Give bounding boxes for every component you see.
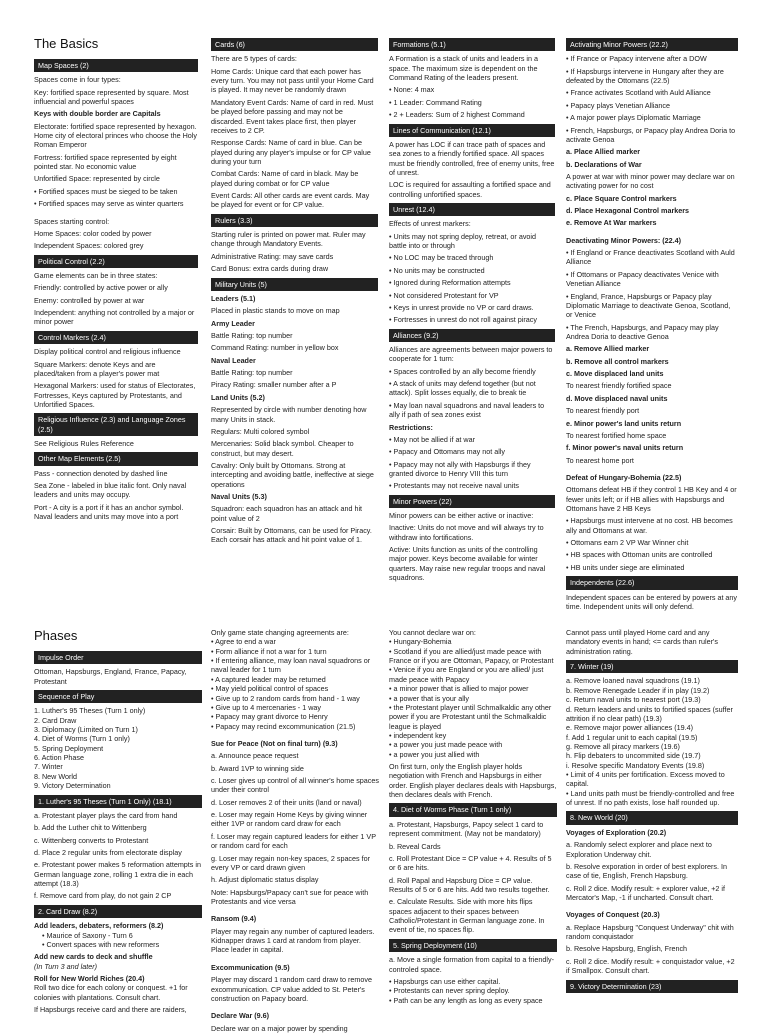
hungary-line: • Hapsburgs must intervene at no cost. HB becomes ally and Ottomans at war.: [566, 516, 733, 535]
luther-line: b. Add the Luther chit to Wittenberg: [34, 823, 147, 833]
sue-for-peace-section: [211, 751, 380, 906]
rulers-header: Rulers (3.3): [211, 214, 378, 227]
hungary-line: Ottomans defeat HB if they control 1 HB Key and 4 or fewer units left; or if HB allies with Hapsburgs and Ottomans have 2 HB Keys: [566, 485, 737, 514]
carddraw-line: Add new cards to deck and shuffle: [34, 952, 153, 962]
military-line: Battle Rating: top number: [211, 368, 293, 378]
agreement-line: • If entering alliance, may loan naval squadrons or naval leader for 1 turn: [211, 656, 371, 675]
diet-of-worms-column: [389, 628, 557, 1024]
impulse-order-header: Impulse Order: [34, 651, 202, 664]
basics-column: [34, 36, 198, 566]
unrest-line: • Fortresses in unrest do not roll against piracy: [389, 315, 537, 325]
cards-line: Home Cards: Unique card that each power has every turn. You may not pass until your Home Card is played. It may never be randomly drawn: [211, 66, 374, 95]
peace-line: d. Loser removes 2 of their units (land or naval): [211, 797, 362, 807]
spring-deployment-section: [389, 955, 557, 1005]
rulers-line: Card Bonus: extra cards during draw: [211, 264, 329, 274]
peace-line: g. Loser may regain non-key spaces, 2 spaces for every VP or card drawn given: [211, 853, 371, 872]
activating-line: b. Declarations of War: [566, 159, 642, 169]
cards-section: [211, 54, 378, 209]
deactivating-line: d. Move displaced naval units: [566, 393, 668, 403]
military-line: Land Units (5.2): [211, 392, 265, 402]
political-line: Independent: anything not controlled by a major or minor power: [34, 308, 195, 327]
political-line: Friendly: controlled by active power or ally: [34, 283, 168, 293]
victory-determination-header: 9. Victory Determination (23): [566, 980, 738, 993]
map-spaces-line: • Fortified spaces may serve as winter quarters: [34, 199, 184, 209]
cannot-line: • a power you just made peace with: [389, 740, 503, 750]
control-markers-header: Control Markers (2.4): [34, 331, 198, 344]
alliances-section: [389, 345, 555, 491]
cannot-pass-line: Cannot pass until played Home card and any mandatory events in hand; <= cards than ruler's administration rating.: [566, 628, 718, 656]
loc-line: A power has LOC if can trace path of spaces and sea zones to a friendly fortified space. All spaces must be friendly controlled, free of enemy units, free of unrest.: [389, 139, 555, 177]
sequence-item: 3. Diplomacy (Limited on Turn 1): [34, 725, 138, 735]
agreement-line: • May yield political control of spaces: [211, 684, 329, 694]
hungary-line: • Ottomans earn 2 VP War Winner chit: [566, 538, 689, 548]
independents-line: Independent spaces can be entered by powers at any time. Independent units will only defend.: [566, 592, 738, 611]
winter-line: e. Remove major power alliances (19.4): [566, 723, 694, 733]
activating-line: c. Place Square Control markers: [566, 193, 677, 203]
military-line: Corsair: Built by Ottomans, can be used for Piracy. Each corsair has attack and hit point value of 1.: [211, 526, 372, 545]
alliances-line: • Spaces controlled by an ally become friendly: [389, 366, 536, 376]
peace-line: f. Loser may regain captured leaders for either 1 VP or random card for each: [211, 831, 376, 851]
rulers-line: Starting ruler is printed on power mat. Ruler may change through Mandatory Events.: [211, 230, 366, 249]
declare-war-title: Declare War (9.6): [211, 1011, 270, 1021]
loc-header: Lines of Communication (12.1): [389, 124, 555, 137]
spring-line: a. Move a single formation from capital to a friendly-controled space.: [389, 955, 554, 974]
luther-line: f. Remove card from play, do not gain 2 CP: [34, 891, 172, 901]
map-spaces-line: • Fortified spaces must be sieged to be taken: [34, 186, 178, 196]
hungary-title: Defeat of Hungary-Bohemia (22.5): [566, 472, 682, 482]
hungary-line: • HB units under siege are eliminated: [566, 562, 685, 572]
cannot-line: You cannot declare war on:: [389, 628, 476, 637]
deactivating-line: b. Remove all control markers: [566, 356, 669, 366]
diet-line: b. Reveal Cards: [389, 841, 441, 851]
conquest-section: [566, 923, 738, 976]
diet-of-worms-section: [389, 820, 557, 935]
cannot-line: On first turn, only the English player holds negotiation with French and Hapsburgs in either order. English player declares deals with Hapsburgs, then declares deals with French.: [389, 762, 557, 800]
formations-line: • None: 4 max: [389, 85, 435, 95]
alliances-line: Restrictions:: [389, 422, 433, 432]
minor-line: Inactive: Units do not move and will always try to withdraw into fortifications.: [389, 523, 544, 542]
luther-line: a. Protestant player plays the card from hand: [34, 810, 178, 820]
rulers-line: Administrative Rating: may save cards: [211, 251, 334, 261]
deactivating-line: c. Move displaced land units: [566, 369, 664, 379]
winter-line: h. Flip debaters to uncommited side (19.7): [566, 751, 701, 761]
hungary-line: • HB spaces with Ottoman units are controlled: [566, 550, 713, 560]
military-line: Command Rating: number in yellow box: [211, 343, 339, 353]
conquest-line: a. Replace Hapsburg "Conquest Underway" chit with random conquistador: [566, 922, 734, 942]
military-line: Piracy Rating: smaller number after a P: [211, 380, 337, 390]
activating-header: Activating Minor Powers (22.2): [566, 38, 738, 51]
deactivating-title: Deactivating Minor Powers: (22.4): [566, 235, 682, 245]
spring-line: • Protestants can never spring deploy.: [389, 986, 510, 996]
minor-line: Active: Units function as units of the controlling major power. Keys become available for winter quarters. May raise new regular troops and naval squadrons.: [389, 545, 546, 583]
deactivating-line: To nearest friendly port: [566, 406, 640, 416]
carddraw-line: • Convert spaces with new reformers: [42, 939, 160, 949]
political-control-section: [34, 271, 198, 327]
minor-powers-header: Minor Powers (22): [389, 495, 555, 508]
luther-line: c. Wittenberg converts to Protestant: [34, 835, 149, 845]
exploration-line: b. Resolve exporation in order of best explorers. In case of tie, English, French Hapsburg.: [566, 861, 728, 881]
deactivating-line: e. Minor power's land units return: [566, 418, 682, 428]
map-spaces-line: Keys with double border are Capitals: [34, 109, 161, 119]
winter-line: • Limit of 4 units per fortification. Excess moved to capital.: [566, 770, 725, 789]
excommunication-title: Excommunication (9.5): [211, 962, 290, 972]
deactivating-line: • England, France, Hapsburgs or Papacy play Diplomatic Marriage to deactivate Genoa, Scotland, or Venice: [566, 291, 731, 320]
winter-line: a. Remove loaned naval squadrons (19.1): [566, 676, 700, 686]
conquest-title: Voyages of Conquest (20.3): [566, 910, 660, 920]
declare-war-line: Declare war on a major power by spending: [211, 1023, 348, 1033]
spring-line: • Path can be any length as long as every space: [389, 995, 543, 1005]
map-spaces-line: Key: fortified space represented by square. Most influencial and powerful spaces: [34, 87, 189, 106]
diet-of-worms-header: 4. Diet of Worms Phase (Turn 1 only): [389, 803, 557, 816]
activating-line: • Papacy plays Venetian Alliance: [566, 100, 671, 110]
map-spaces-line: Independent Spaces: colored grey: [34, 241, 144, 251]
diplomacy-column: [211, 628, 380, 1033]
map-spaces-line: Electorate: fortified space represented by hexagon. Home city of electoral princes who choose the Holy Roman Emperor: [34, 121, 197, 150]
alliances-line: • May not be allied if at war: [389, 434, 476, 444]
sequence-header: Sequence of Play: [34, 690, 202, 703]
cannot-line: • a minor power that is allied to major power: [389, 684, 529, 694]
control-markers-line: Display political control and religious influence: [34, 347, 181, 357]
agreements-section: [211, 628, 380, 731]
sequence-item: 7. Winter: [34, 762, 63, 772]
phases-title: Phases: [34, 628, 78, 643]
military-units-header: Military Units (5): [211, 278, 378, 291]
sequence-item: 4. Diet of Worms (Turn 1 only): [34, 734, 130, 744]
winter-line: f. Add 1 regular unit to each capital (19.5): [566, 732, 698, 742]
winter-column: [566, 628, 738, 1024]
cards-column: [211, 34, 378, 566]
minor-powers-column: [566, 34, 738, 611]
military-line: Represented by circle with number denoting how many Units in stack.: [211, 405, 367, 424]
military-units-section: [211, 294, 378, 545]
card-draw-section: [34, 921, 202, 1014]
winter-line: c. Return naval units to nearest port (19.3): [566, 695, 701, 705]
peace-line: h. Adjust diplomatic status display: [211, 875, 319, 885]
military-line: Battle Rating: top number: [211, 330, 293, 340]
sequence-item: 5. Spring Deployment: [34, 743, 104, 753]
winter-header: 7. Winter (19): [566, 660, 738, 673]
peace-line: Note: Hapsburgs/Papacy can't sue for peace with Protestants and vice versa: [211, 887, 369, 906]
agreement-line: • Give up to 4 mercenaries - 1 way: [211, 702, 321, 712]
political-control-header: Political Control (2.2): [34, 255, 198, 268]
exploration-section: [566, 840, 738, 902]
military-line: Squadron: each squadron has an attack and hit point value of 2: [211, 504, 363, 523]
peace-line: b. Award 1VP to winning side: [211, 763, 304, 773]
peace-line: a. Announce peace request: [211, 751, 299, 761]
alliances-line: • A stack of units may defend together (but not attack). Split losses equally, die to break tie: [389, 379, 536, 398]
formations-line: A Formation is a stack of units and leaders in a space. The maximum size is dependent on the Command Rating of the leaders present.: [389, 54, 539, 83]
cards-line: Mandatory Event Cards: Name of card in red. Must be played before passing and may not be discarded. Event takes place first, then player receives to 2 CP.: [211, 97, 374, 135]
activating-line: d. Place Hexagonal Control markers: [566, 206, 690, 216]
exploration-title: Voyages of Exploration (20.2): [566, 827, 667, 837]
agreement-line: • Papacy may recind excommunication (21.5): [211, 721, 356, 731]
activating-line: • If France or Papacy intervene after a DOW: [566, 54, 707, 64]
other-map-elements-section: [34, 469, 198, 522]
impulse-line: Ottoman, Hapsburgs, England, France, Papacy, Protestant: [34, 667, 187, 686]
peace-line: e. Loser may regain Home Keys by giving winner either 1VP or random card draw for each: [211, 810, 368, 829]
military-line: Leaders (5.1): [211, 293, 256, 303]
luther-section: [34, 811, 202, 901]
deactivating-line: • The French, Hapsburgs, and Papacy may play Andrea Doria to deactive Genoa: [566, 322, 719, 341]
deactivating-section: [566, 248, 738, 465]
map-spaces-header: Map Spaces (2): [34, 59, 198, 72]
other-line: Sea Zone - labeled in blue italic font. Only naval leaders and units may occupy.: [34, 481, 187, 500]
phases-column: [34, 628, 202, 1024]
minor-powers-section: [389, 511, 555, 583]
military-line: Naval Leader: [211, 355, 256, 365]
unrest-line: • Units may not spring deploy, retreat, or avoid battle into or through: [389, 231, 536, 251]
unrest-section: [389, 219, 555, 324]
unrest-line: Effects of unrest markers:: [389, 219, 471, 229]
carddraw-line: Roll two dice for each colony or conquest. +1 for colonies with plantations. Consult chart.: [34, 983, 188, 1002]
religious-influence-header: Religious Influence (2.3) and Language Zones (2.5): [34, 413, 198, 436]
page-title: The Basics: [34, 36, 99, 51]
military-line: Placed in plastic stands to move on map: [211, 306, 340, 316]
map-spaces-line: Spaces come in four types:: [34, 75, 121, 85]
luther-line: e. Protestant power makes 5 reformation attempts in German language zone, rolling 1 extra die in each attempt (18.3): [34, 860, 201, 889]
control-markers-line: Square Markers: denote Keys and are placed/taken from a player's power mat: [34, 359, 160, 378]
carddraw-line: Add leaders, debaters, reformers (8.2): [34, 921, 164, 931]
hungary-section: [566, 485, 738, 572]
unrest-line: • Ignored during Reformation attempts: [389, 278, 511, 288]
independents-header: Independents (22.6): [566, 576, 738, 589]
activating-line: A power at war with minor power may declare war on activating power for no cost: [566, 171, 735, 191]
deactivating-line: a. Remove Allied marker: [566, 344, 650, 354]
deactivating-line: To nearest friendly fortified space: [566, 381, 672, 391]
agreement-line: Only game state changing agreements are:: [211, 628, 349, 637]
map-spaces-section: [34, 75, 198, 250]
military-line: Regulars: Multi colored symbol: [211, 426, 310, 436]
card-draw-header: 2. Card Draw (8.2): [34, 905, 202, 918]
unrest-header: Unrest (12.4): [389, 203, 555, 216]
winter-section: [566, 676, 738, 807]
luther-header: 1. Luther's 95 Theses (Turn 1 Only) (18.1): [34, 795, 202, 808]
activating-line: • A major power plays Diplomatic Marriage: [566, 113, 701, 123]
alliances-line: Alliances are agreements between major powers to cooperate for 1 turn:: [389, 344, 553, 364]
activating-line: • French, Hapsburgs, or Papacy play Andrea Doria to activate Genoa: [566, 125, 736, 144]
winter-line: • Land units path must be friendly-controlled and free of unrest. If no path exists, lose half rounded up.: [566, 788, 735, 808]
deactivating-line: f. Minor power's naval units return: [566, 443, 684, 453]
sequence-item: 6. Action Phase: [34, 753, 84, 763]
formations-column: [389, 34, 555, 583]
agreement-line: • Give up to 2 random cards from hand - 1 way: [211, 693, 360, 703]
agreement-line: • Agree to end a war: [211, 637, 276, 647]
other-line: Port - A city is a port if it has an anchor symbol. Naval leaders and units may move into a port: [34, 502, 184, 522]
cards-header: Cards (6): [211, 38, 378, 51]
cannot-line: • the Protestant player until Schmalkaldic any other power if you are Protestant until the Schmalkaldic league is played: [389, 702, 552, 731]
military-line: Army Leader: [211, 318, 255, 328]
alliances-line: • Papacy may not ally with Hapsburgs if they granted divorce to Henry VIII this turn: [389, 459, 531, 478]
rulers-section: [211, 230, 378, 273]
ransom-line: Player may regain any number of captured leaders. Kidnapper draws 1 card at random from player. Place leader in capital.: [211, 926, 375, 955]
agreement-line: • A captured leader may be returned: [211, 674, 326, 684]
map-spaces-line: Spaces starting control:: [34, 216, 110, 226]
loc-line: LOC is required for assaulting a fortified space and controlling unfortified spaces.: [389, 180, 551, 199]
conquest-line: c. Roll 2 dice. Modify result: + conquistador value, +2 if Smallpox. Consult chart.: [566, 956, 735, 976]
peace-line: c. Loser gives up control of all winner's home spaces under their control: [211, 776, 379, 795]
exploration-line: a. Randomly select explorer and place next to Exploration Underway chit.: [566, 840, 712, 859]
unrest-line: • Keys in unrest provide no VP or card draws.: [389, 302, 534, 312]
deactivating-line: • If Ottomans or Papacy deactivates Venice with Venetian Alliance: [566, 269, 719, 289]
winter-line: b. Remove Renegade Leader if in play (19.2): [566, 685, 710, 695]
sequence-item: 9. Victory Determination: [34, 781, 111, 791]
cannot-declare-section: [389, 628, 557, 799]
winter-line: d. Return leaders and units to fortified spaces (suffer attrition if no clear path) (19.3): [566, 704, 733, 723]
cannot-line: • independent key: [389, 730, 447, 740]
carddraw-line: Roll for New World Riches (20.4): [34, 973, 145, 983]
activating-line: • France activates Scotland with Auld Alliance: [566, 88, 711, 98]
sequence-item: 8. New World: [34, 771, 78, 781]
unrest-line: • No LOC may be traced through: [389, 253, 494, 263]
alliances-header: Alliances (9.2): [389, 329, 555, 342]
sue-for-peace-title: Sue for Peace (Not on final turn) (9.3): [211, 738, 338, 748]
political-line: Enemy: controlled by power at war: [34, 295, 145, 305]
cannot-line: • Venice if you are England or you are allied/ just made peace with Papacy: [389, 665, 544, 684]
alliances-line: • Protestants may not receive naval units: [389, 481, 519, 491]
unrest-line: • Not considered Protestant for VP: [389, 290, 499, 300]
carddraw-line: If Hapsburgs receive card and there are raiders,: [34, 1005, 187, 1015]
political-line: Game elements can be in three states:: [34, 271, 158, 280]
activating-section: [566, 54, 738, 227]
ransom-title: Ransom (9.4): [211, 914, 257, 924]
conquest-line: b. Resolve Hapsburg, English, French: [566, 944, 688, 954]
cannot-line: • Hungary-Bohemia: [389, 637, 452, 647]
map-spaces-line: Unfortified Space: represented by circle: [34, 174, 160, 184]
excommunication-line: Player may discard 1 random card draw to remove excommunication. CP value added to St. Peter's construction on Papacy board.: [211, 975, 372, 1003]
agreement-line: • Papacy may grant divorce to Henry: [211, 712, 328, 722]
military-line: Cavalry: Only built by Ottomans. Strong at intercepting and avoiding battle, ineffective at siege operations: [211, 460, 374, 489]
unrest-line: • No units may be constructed: [389, 265, 485, 275]
other-line: Pass - connection denoted by dashed line: [34, 468, 168, 478]
other-map-elements-header: Other Map Elements (2.5): [34, 452, 198, 465]
cannot-line: • a power you just allied with: [389, 749, 480, 759]
formations-header: Formations (5.1): [389, 38, 555, 51]
alliances-line: • May loan naval squadrons and naval leaders to ally if path of sea zones exist: [389, 400, 545, 420]
sequence-list: [34, 706, 202, 790]
minor-line: Minor powers can be either active or inactive:: [389, 511, 534, 521]
control-markers-line: Hexagonal Markers: used for status of Electorates, Fortresses, Keys captured by Protestants, and Unfortified Spaces.: [34, 381, 196, 409]
activating-line: • If Hapsburgs intervene in Hungary after they are defeated by the Ottomans (22.5): [566, 66, 724, 86]
formations-line: • 1 Leader: Command Rating: [389, 97, 482, 107]
diet-line: e. Calculate Results. Side with more hits flips spaces adjacent to their spaces between Catholic/Protestant in German language zone. In event of tie, no spaces flip.: [389, 897, 545, 935]
carddraw-line: (In Turn 3 and later): [34, 961, 97, 971]
religious-line: See Religious Rules Reference: [34, 439, 134, 449]
agreement-line: • Form alliance if not a war for 1 turn: [211, 646, 327, 656]
new-world-header: 8. New World (20): [566, 811, 738, 824]
alliances-line: • Papacy and Ottomans may not ally: [389, 447, 505, 457]
exploration-line: c. Roll 2 dice. Modify result: + explorer value, +2 if Mercator's Map, -1 if uncharted. Consult chart.: [566, 883, 725, 902]
loc-section: [389, 140, 555, 199]
formations-line: • 2 + Leaders: Sum of 2 highest Command: [389, 110, 525, 120]
diet-line: c. Roll Protestant Dice = CP value + 4. Results of 5 or 6 are hits.: [389, 853, 552, 873]
cannot-line: • a power that is your ally: [389, 693, 470, 703]
cards-line: Response Cards: Name of card in blue. Can be played during any player's impulse or for CP value during your turn: [211, 138, 371, 166]
deactivating-line: To nearest home port: [566, 455, 634, 465]
military-line: Mercenaries: Solid black symbol. Cheaper to construct, but may desert.: [211, 439, 354, 458]
diet-line: a. Protestant, Hapsburgs, Papcy select 1 card to represent commitment. (May not be mandatory): [389, 819, 544, 839]
activating-line: e. Remove At War markers: [566, 218, 657, 228]
luther-line: d. Place 2 regular units from electorate display: [34, 848, 182, 857]
map-spaces-line: Fortress: fortified space represented by eight pointed star. No economic value: [34, 152, 177, 172]
carddraw-line: • Maurice of Saxony - Turn 6: [42, 930, 133, 940]
deactivating-line: • If England or France deactivates Scotland with Auld Alliance: [566, 248, 735, 267]
control-markers-section: [34, 347, 198, 409]
sequence-item: 1. Luther's 95 Theses (Turn 1 only): [34, 706, 146, 716]
spring-line: • Hapsburgs can use either capital.: [389, 976, 501, 986]
formations-section: [389, 54, 555, 119]
sequence-item: 2. Card Draw: [34, 715, 77, 725]
diet-line: d. Roll Papal and Hapsburg Dice = CP value. Results of 5 or 6 are hits. Add two results together.: [389, 875, 550, 894]
cannot-line: • Scotland if you are allied/just made peace with France or if you are Ottoman, Papacy, or Protestant: [389, 646, 554, 666]
cards-line: Combat Cards: Name of card in black. May be played during combat or for CP value: [211, 169, 359, 188]
military-line: Naval Units (5.3): [211, 492, 267, 502]
winter-line: g. Remove all piracy markers (19.6): [566, 741, 680, 751]
cards-line: There are 5 types of cards:: [211, 54, 297, 64]
map-spaces-line: Home Spaces: color coded by power: [34, 228, 152, 238]
winter-line: i. Resolve specific Mandatory Events (19.8): [566, 760, 705, 770]
spring-deployment-header: 5. Spring Deployment (10): [389, 939, 557, 952]
activating-line: a. Place Allied marker: [566, 147, 641, 157]
deactivating-line: To nearest fortified home space: [566, 430, 667, 440]
cards-line: Event Cards: All other cards are event cards. May be played for event or for CP value.: [211, 191, 370, 210]
